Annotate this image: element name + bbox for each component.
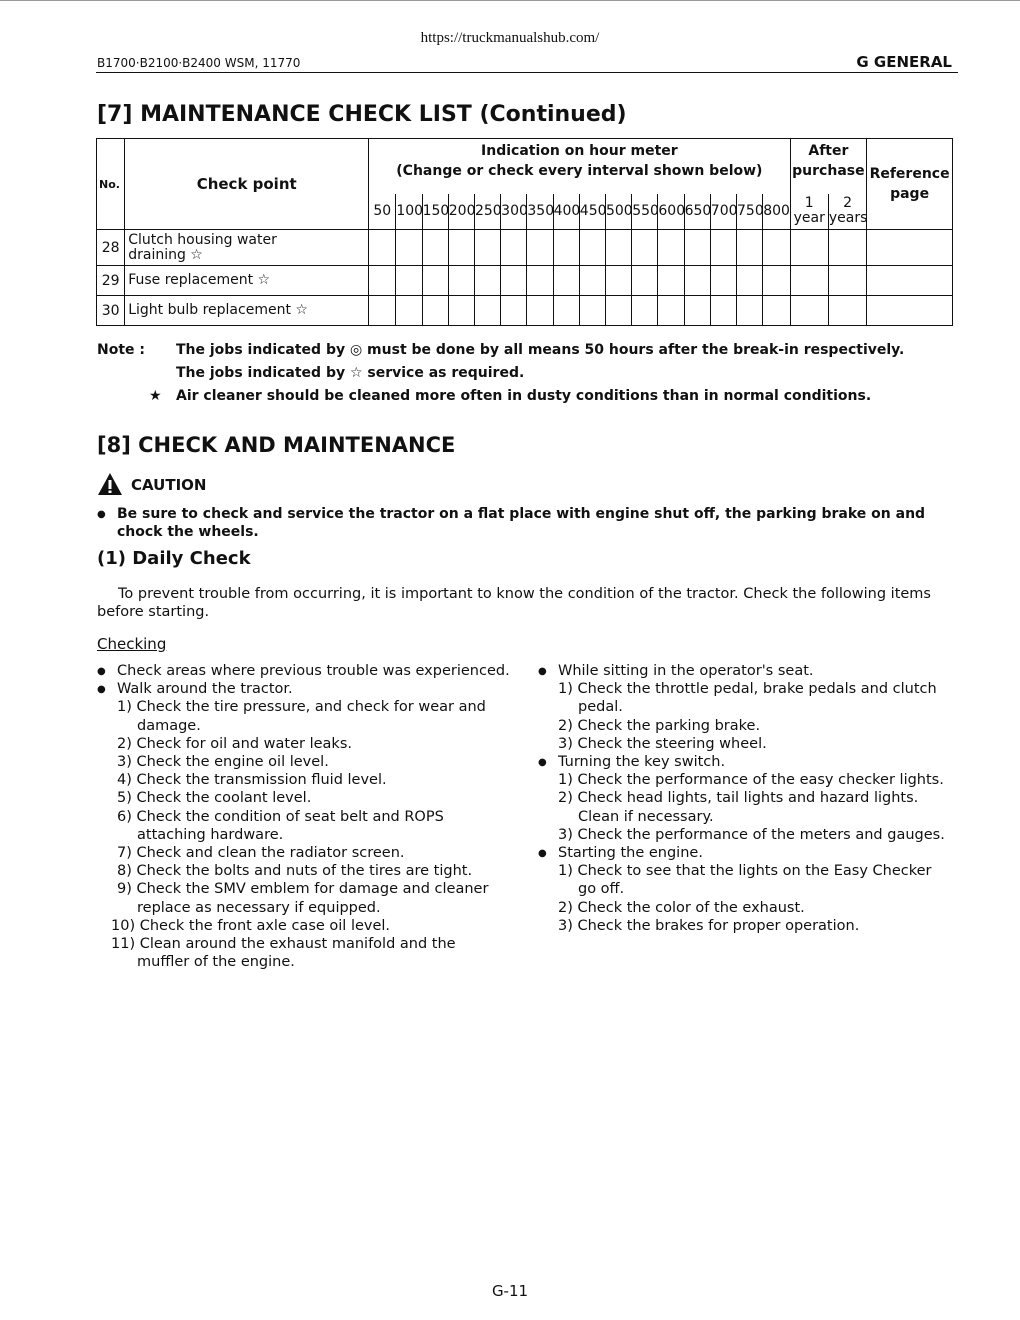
checklist-bullet: ● While sitting in the operator's seat. bbox=[538, 662, 950, 680]
indication-line2: (Change or check every interval shown below) bbox=[396, 163, 763, 179]
checklist-subitem: 1) Check the tire pressure, and check for wear and damage. bbox=[117, 699, 486, 734]
col-header-check-point: Check point bbox=[125, 139, 369, 230]
interval-mark-cell bbox=[763, 230, 790, 266]
after-purchase-cell bbox=[790, 194, 828, 230]
note-line-2: The jobs indicated by ☆ service as required. bbox=[176, 365, 525, 381]
star-icon: ★ bbox=[149, 388, 162, 404]
interval-mark-cell bbox=[501, 266, 527, 296]
interval-mark-cell bbox=[605, 296, 631, 326]
hour-interval-cell: 400 bbox=[553, 194, 579, 230]
checklist-subitem: 3) Check the brakes for proper operation. bbox=[558, 917, 860, 934]
interval-mark-cell bbox=[605, 230, 631, 266]
checklist-bullet: ● Check areas where previous trouble was experienced. bbox=[97, 662, 512, 680]
hour-interval-cell: 450 bbox=[579, 194, 605, 230]
checklist-subitem: 11) Clean around the exhaust manifold and the muffler of the engine. bbox=[111, 936, 456, 971]
row-number: 28 bbox=[97, 230, 125, 266]
intro-text: To prevent trouble from occurring, it is important to know the condition of the tractor. Check the following items before starting. bbox=[97, 586, 931, 620]
hour-interval-cell: 350 bbox=[527, 194, 553, 230]
interval-mark-cell bbox=[501, 296, 527, 326]
caution-heading bbox=[97, 472, 206, 496]
section-name: G GENERAL bbox=[856, 53, 952, 71]
checklist-left-column bbox=[97, 662, 512, 971]
interval-mark-cell bbox=[448, 296, 474, 326]
interval-mark-cell bbox=[553, 296, 579, 326]
checklist-subitem: 2) Check the parking brake. bbox=[558, 717, 761, 734]
interval-mark-cell bbox=[828, 230, 866, 266]
after-line1: After bbox=[808, 143, 849, 159]
check-point-text: Fuse replacement ☆ bbox=[128, 272, 271, 288]
interval-mark-cell bbox=[527, 296, 553, 326]
check-point-text: Clutch housing water bbox=[128, 231, 277, 248]
section-8-title: [8] CHECK AND MAINTENANCE bbox=[97, 433, 456, 457]
check-point-cell bbox=[125, 296, 369, 326]
checklist-bullet: ● Starting the engine. bbox=[538, 844, 950, 862]
interval-mark-cell bbox=[396, 230, 422, 266]
note-label: Note : bbox=[97, 342, 145, 358]
interval-mark-cell bbox=[553, 230, 579, 266]
note-line-1: The jobs indicated by ◎ must be done by all means 50 hours after the break-in respectively. bbox=[176, 342, 905, 358]
interval-mark-cell bbox=[710, 296, 736, 326]
interval-mark-cell bbox=[474, 230, 500, 266]
interval-mark-cell bbox=[684, 266, 710, 296]
checklist-bullet: ● Walk around the tractor. bbox=[97, 680, 512, 698]
interval-mark-cell bbox=[632, 230, 658, 266]
checklist-subitem: 3) Check the engine oil level. bbox=[117, 754, 329, 771]
source-url: https://truckmanualshub.com/ bbox=[420, 30, 600, 46]
interval-mark-cell bbox=[527, 230, 553, 266]
after-purchase-number: 1 bbox=[804, 195, 814, 212]
checklist-subitem: 3) Check the steering wheel. bbox=[558, 735, 767, 752]
hour-interval-cell: 100 bbox=[396, 194, 422, 230]
interval-mark-cell bbox=[763, 296, 790, 326]
interval-mark-cell bbox=[422, 230, 448, 266]
checklist-subitem: 1) Check to see that the lights on the Easy Checker go off. bbox=[558, 863, 932, 898]
checklist-subitem: 6) Check the condition of seat belt and ROPS attaching hardware. bbox=[117, 808, 444, 843]
interval-mark-cell bbox=[684, 230, 710, 266]
hour-interval-cell: 800 bbox=[763, 194, 790, 230]
interval-mark-cell bbox=[474, 266, 500, 296]
col-header-after-purchase bbox=[790, 139, 867, 194]
check-point-text-cont: draining ☆ bbox=[128, 246, 203, 263]
interval-mark-cell bbox=[448, 266, 474, 296]
checklist-subitem: 7) Check and clean the radiator screen. bbox=[117, 845, 405, 862]
header-rule bbox=[96, 72, 958, 73]
interval-mark-cell bbox=[790, 266, 828, 296]
indication-line1: Indication on hour meter bbox=[481, 143, 678, 159]
interval-mark-cell bbox=[422, 266, 448, 296]
note-line-3: Air cleaner should be cleaned more often in dusty conditions than in normal conditions. bbox=[176, 388, 872, 404]
interval-mark-cell bbox=[632, 296, 658, 326]
interval-mark-cell bbox=[763, 266, 790, 296]
checking-heading: Checking bbox=[97, 635, 167, 653]
check-point-cell bbox=[125, 230, 369, 266]
top-edge-line bbox=[0, 0, 1020, 1]
interval-mark-cell bbox=[553, 266, 579, 296]
interval-mark-cell bbox=[396, 296, 422, 326]
caution-label: CAUTION bbox=[131, 476, 207, 494]
interval-mark-cell bbox=[422, 296, 448, 326]
col-header-indication bbox=[369, 139, 790, 194]
interval-mark-cell bbox=[790, 296, 828, 326]
interval-mark-cell bbox=[474, 296, 500, 326]
checklist-subitem: 9) Check the SMV emblem for damage and cleaner replace as necessary if equipped. bbox=[117, 881, 489, 916]
checklist-subitem: 4) Check the transmission fluid level. bbox=[117, 772, 387, 789]
interval-mark-cell bbox=[605, 266, 631, 296]
warning-triangle-icon bbox=[97, 472, 123, 496]
hour-interval-cell: 150 bbox=[422, 194, 448, 230]
interval-mark-cell bbox=[867, 296, 953, 326]
interval-mark-cell bbox=[501, 230, 527, 266]
checklist-subitem: 1) Check the throttle pedal, brake pedals and clutch pedal. bbox=[558, 681, 937, 716]
daily-check-title: (1) Daily Check bbox=[97, 548, 251, 569]
table-row bbox=[97, 230, 953, 266]
interval-mark-cell bbox=[737, 230, 763, 266]
interval-mark-cell bbox=[396, 266, 422, 296]
checklist-subitem: 10) Check the front axle case oil level. bbox=[111, 917, 391, 934]
interval-mark-cell bbox=[527, 266, 553, 296]
table-row bbox=[97, 266, 953, 296]
interval-mark-cell bbox=[579, 230, 605, 266]
after-purchase-cell bbox=[828, 194, 866, 230]
checklist-subitem: 3) Check the performance of the meters and gauges. bbox=[558, 826, 945, 843]
hour-interval-cell: 300 bbox=[501, 194, 527, 230]
table-row bbox=[97, 296, 953, 326]
after-purchase-unit: years bbox=[828, 210, 868, 227]
checklist-subitem: 8) Check the bolts and nuts of the tires are tight. bbox=[117, 863, 473, 880]
checklist-bullet: ● Turning the key switch. bbox=[538, 753, 950, 771]
table-notes bbox=[97, 339, 904, 408]
interval-mark-cell bbox=[632, 266, 658, 296]
hour-interval-cell: 650 bbox=[684, 194, 710, 230]
interval-mark-cell bbox=[867, 266, 953, 296]
hour-interval-cell: 750 bbox=[737, 194, 763, 230]
interval-mark-cell bbox=[658, 230, 684, 266]
hour-interval-cell: 250 bbox=[474, 194, 500, 230]
interval-mark-cell bbox=[369, 230, 396, 266]
interval-mark-cell bbox=[658, 266, 684, 296]
hour-interval-cell: 500 bbox=[605, 194, 631, 230]
maintenance-check-table bbox=[96, 138, 953, 326]
interval-mark-cell bbox=[579, 266, 605, 296]
interval-mark-cell bbox=[710, 266, 736, 296]
interval-mark-cell bbox=[737, 296, 763, 326]
interval-mark-cell bbox=[658, 296, 684, 326]
col-header-reference bbox=[867, 139, 953, 230]
checklist-subitem: 2) Check for oil and water leaks. bbox=[117, 735, 352, 752]
interval-mark-cell bbox=[448, 230, 474, 266]
reference-line1: Reference bbox=[869, 166, 950, 182]
daily-check-intro bbox=[97, 585, 945, 621]
interval-mark-cell bbox=[579, 296, 605, 326]
check-point-text: Light bulb replacement ☆ bbox=[128, 302, 308, 318]
interval-mark-cell bbox=[867, 230, 953, 266]
after-line2: purchase bbox=[792, 163, 865, 179]
checklist-subitem: 5) Check the coolant level. bbox=[117, 790, 312, 807]
row-number: 29 bbox=[97, 266, 125, 296]
interval-mark-cell bbox=[737, 266, 763, 296]
interval-mark-cell bbox=[684, 296, 710, 326]
checklist-subitem: 1) Check the performance of the easy checker lights. bbox=[558, 772, 944, 789]
checklist-subitem: 2) Check the color of the exhaust. bbox=[558, 899, 805, 916]
hour-interval-cell: 600 bbox=[658, 194, 684, 230]
interval-mark-cell bbox=[790, 230, 828, 266]
interval-mark-cell bbox=[369, 296, 396, 326]
check-point-cell bbox=[125, 266, 369, 296]
hour-interval-cell: 550 bbox=[632, 194, 658, 230]
interval-mark-cell bbox=[828, 266, 866, 296]
after-purchase-unit: year bbox=[793, 210, 825, 227]
checklist-right-column bbox=[538, 662, 950, 935]
reference-line2: page bbox=[890, 186, 930, 202]
page-number: G-11 bbox=[491, 1282, 529, 1300]
hour-interval-cell: 700 bbox=[710, 194, 736, 230]
interval-mark-cell bbox=[828, 296, 866, 326]
after-purchase-number: 2 bbox=[843, 195, 852, 212]
checklist-subitem: 2) Check head lights, tail lights and hazard lights. Clean if necessary. bbox=[558, 790, 919, 825]
manual-code: B1700·B2100·B2400 WSM, 11770 bbox=[97, 56, 301, 70]
col-header-no: No. bbox=[97, 139, 125, 230]
caution-bullet: ● Be sure to check and service the tractor on a flat place with engine shut off, the parking brake on and chock the wheels. bbox=[97, 505, 965, 541]
hour-interval-cell: 50 bbox=[369, 194, 396, 230]
row-number: 30 bbox=[97, 296, 125, 326]
section-7-title: [7] MAINTENANCE CHECK LIST (Continued) bbox=[97, 102, 627, 127]
interval-mark-cell bbox=[369, 266, 396, 296]
interval-mark-cell bbox=[710, 230, 736, 266]
hour-interval-cell: 200 bbox=[448, 194, 474, 230]
